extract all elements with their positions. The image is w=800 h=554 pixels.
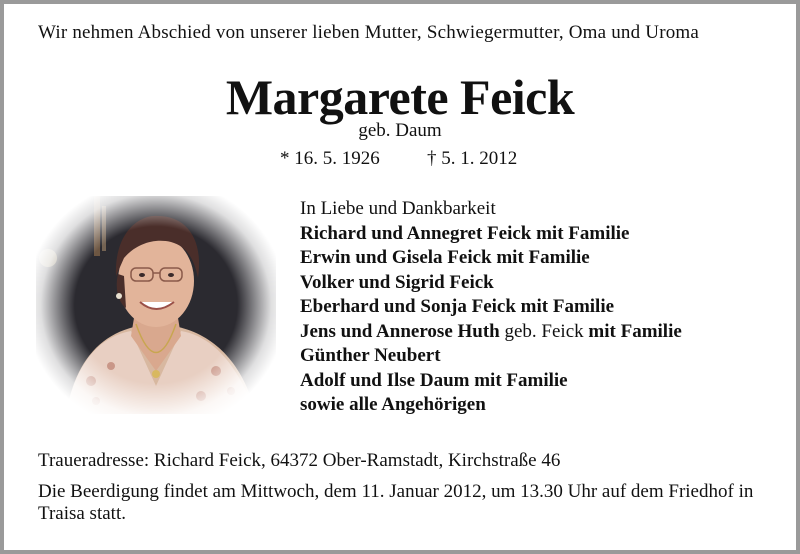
- mourner-line: Adolf und Ilse Daum mit Familie: [300, 369, 568, 391]
- deceased-name: Margarete Feick: [225, 69, 575, 125]
- mourner-family: mit Familie: [588, 320, 682, 342]
- mourner-line: Eberhard und Sonja Feick mit Familie: [300, 296, 615, 317]
- mourner-line: Erwin und Gisela Feick mit Familie: [300, 247, 590, 268]
- mourner-line: Volker und Sigrid Feick: [300, 271, 494, 293]
- portrait-photo: [30, 190, 282, 420]
- mourner-line: Günther Neubert: [300, 345, 441, 366]
- maiden-name: geb. Daum: [358, 120, 442, 141]
- death-date: † 5. 1. 2012: [427, 148, 518, 169]
- mourner-line: [300, 320, 780, 345]
- mourner-line: sowie alle Angehörigen: [300, 394, 486, 415]
- intro-text: Wir nehmen Abschied von unserer lieben Mutter, Schwiegermutter, Oma und Uroma: [38, 22, 700, 43]
- mourners-list: [300, 197, 780, 418]
- mourning-address: Traueradresse: Richard Feick, 64372 Ober-Ramstadt, Kirchstraße 46: [38, 450, 561, 471]
- mourner-maiden-note: geb. Feick: [499, 320, 589, 342]
- birth-date: * 16. 5. 1926: [280, 148, 380, 169]
- mourner-line: Richard und Annegret Feick mit Familie: [300, 222, 630, 244]
- dedication-line: In Liebe und Dankbarkeit: [300, 198, 496, 219]
- portrait-vignette: [30, 190, 282, 420]
- mourner-names: Jens und Annerose Huth: [300, 320, 500, 342]
- funeral-info: Die Beerdigung findet am Mittwoch, dem 11. Januar 2012, um 13.30 Uhr auf dem Friedhof in Traisa statt.: [38, 481, 754, 524]
